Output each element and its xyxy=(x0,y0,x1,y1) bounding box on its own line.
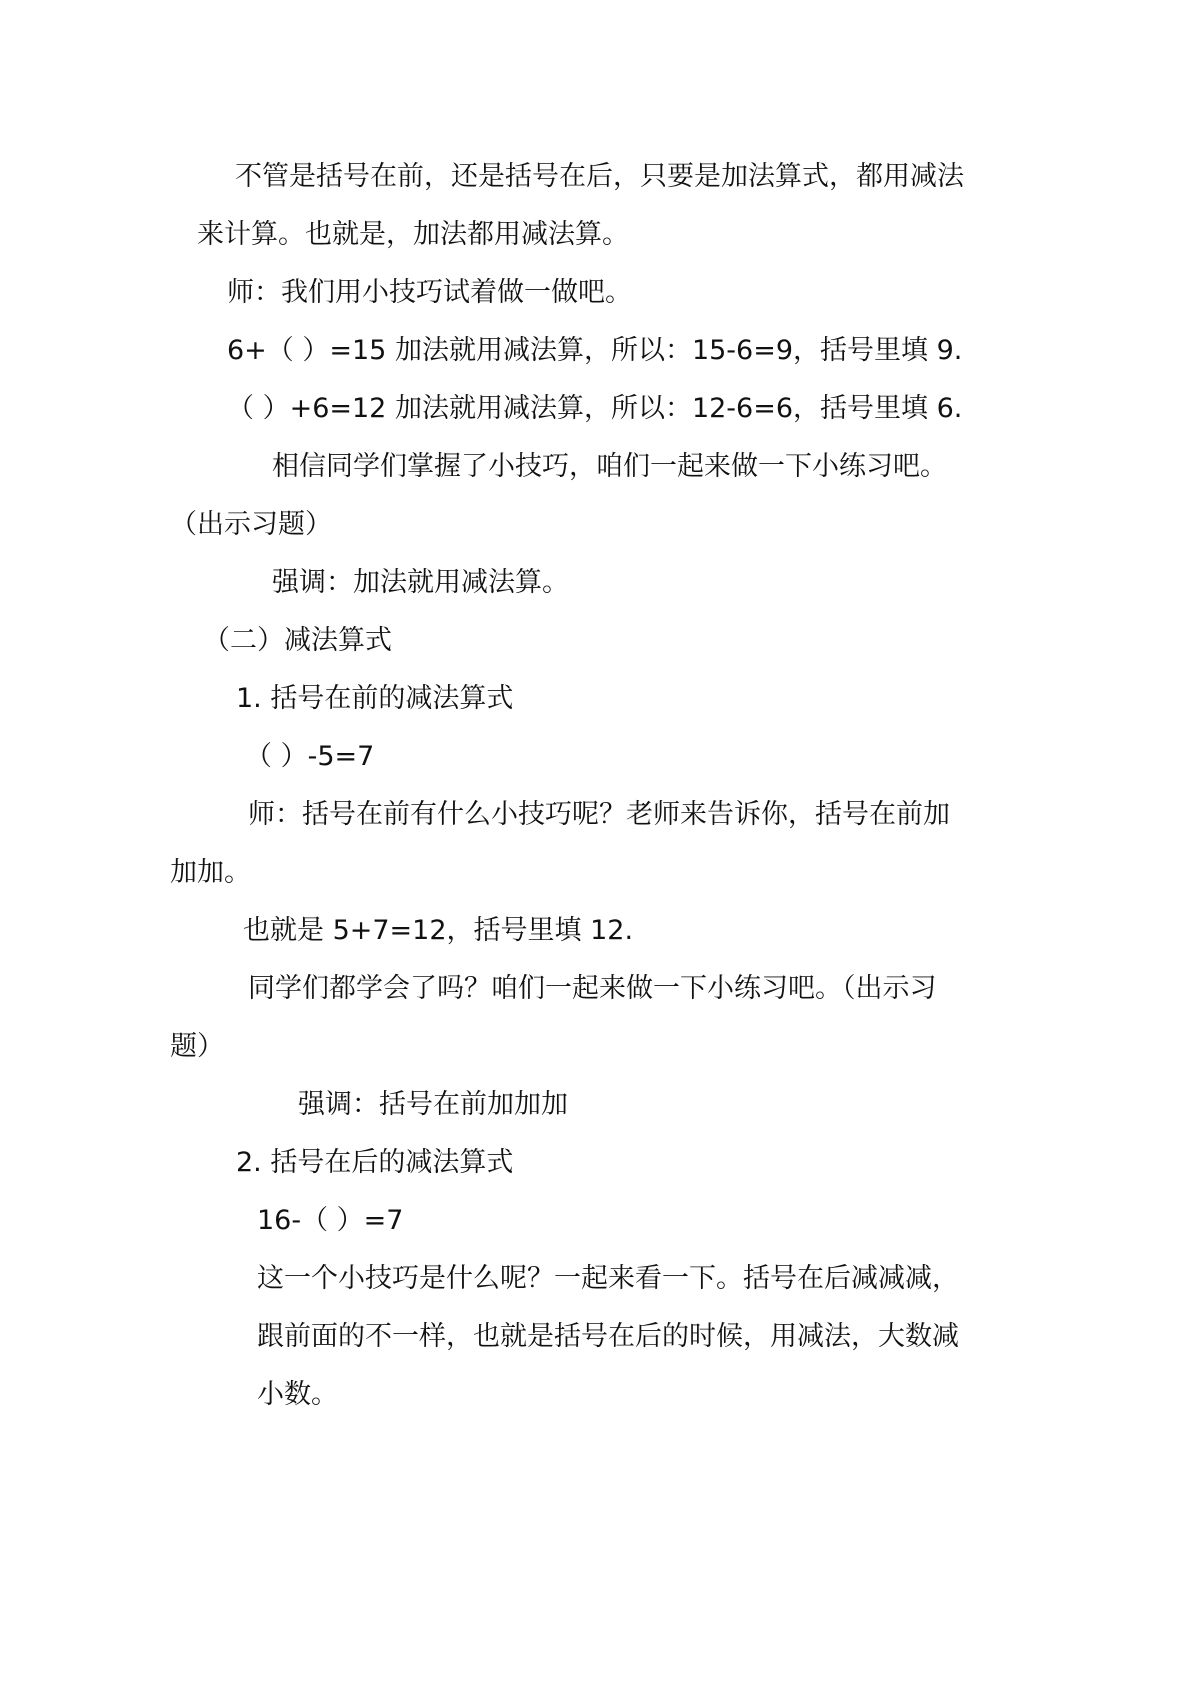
text-line: 同学们都学会了吗？咱们一起来做一下小练习吧。（出示习 xyxy=(248,973,937,1004)
text-line: 题） xyxy=(170,1031,224,1062)
text-line: 强调：加法就用减法算。 xyxy=(272,567,569,598)
text-line: 不管是括号在前，还是括号在后，只要是加法算式，都用减法 xyxy=(235,161,964,192)
text-line: 师：我们用小技巧试着做一做吧。 xyxy=(227,277,632,308)
text-line: 师：括号在前有什么小技巧呢？老师来告诉你，括号在前加 xyxy=(248,799,950,830)
text-line: 也就是 5+7=12，括号里填 12. xyxy=(243,915,634,946)
text-line: 加加。 xyxy=(170,857,251,888)
text-line: 相信同学们掌握了小技巧，咱们一起来做一下小练习吧。 xyxy=(272,451,947,482)
subsection-heading: 2. 括号在后的减法算式 xyxy=(236,1147,514,1178)
text-line: 这一个小技巧是什么呢？一起来看一下。括号在后减减减， xyxy=(257,1263,959,1294)
text-line: 强调：括号在前加加加 xyxy=(298,1089,568,1120)
text-line: 跟前面的不一样，也就是括号在后的时候，用减法，大数减 xyxy=(257,1321,959,1352)
text-line: 小数。 xyxy=(257,1379,338,1410)
text-line: 16-（ ）=7 xyxy=(257,1205,404,1236)
text-line: 来计算。也就是，加法都用减法算。 xyxy=(197,219,629,250)
text-line: （出示习题） xyxy=(170,509,332,540)
text-line: （ ）+6=12 加法就用减法算，所以：12-6=6，括号里填 6. xyxy=(227,393,963,424)
text-line: 6+（ ）=15 加法就用减法算，所以：15-6=9，括号里填 9. xyxy=(227,335,963,366)
subsection-heading: 1. 括号在前的减法算式 xyxy=(236,683,514,714)
section-heading: （二）减法算式 xyxy=(203,625,392,656)
text-line: （ ）-5=7 xyxy=(245,741,375,772)
